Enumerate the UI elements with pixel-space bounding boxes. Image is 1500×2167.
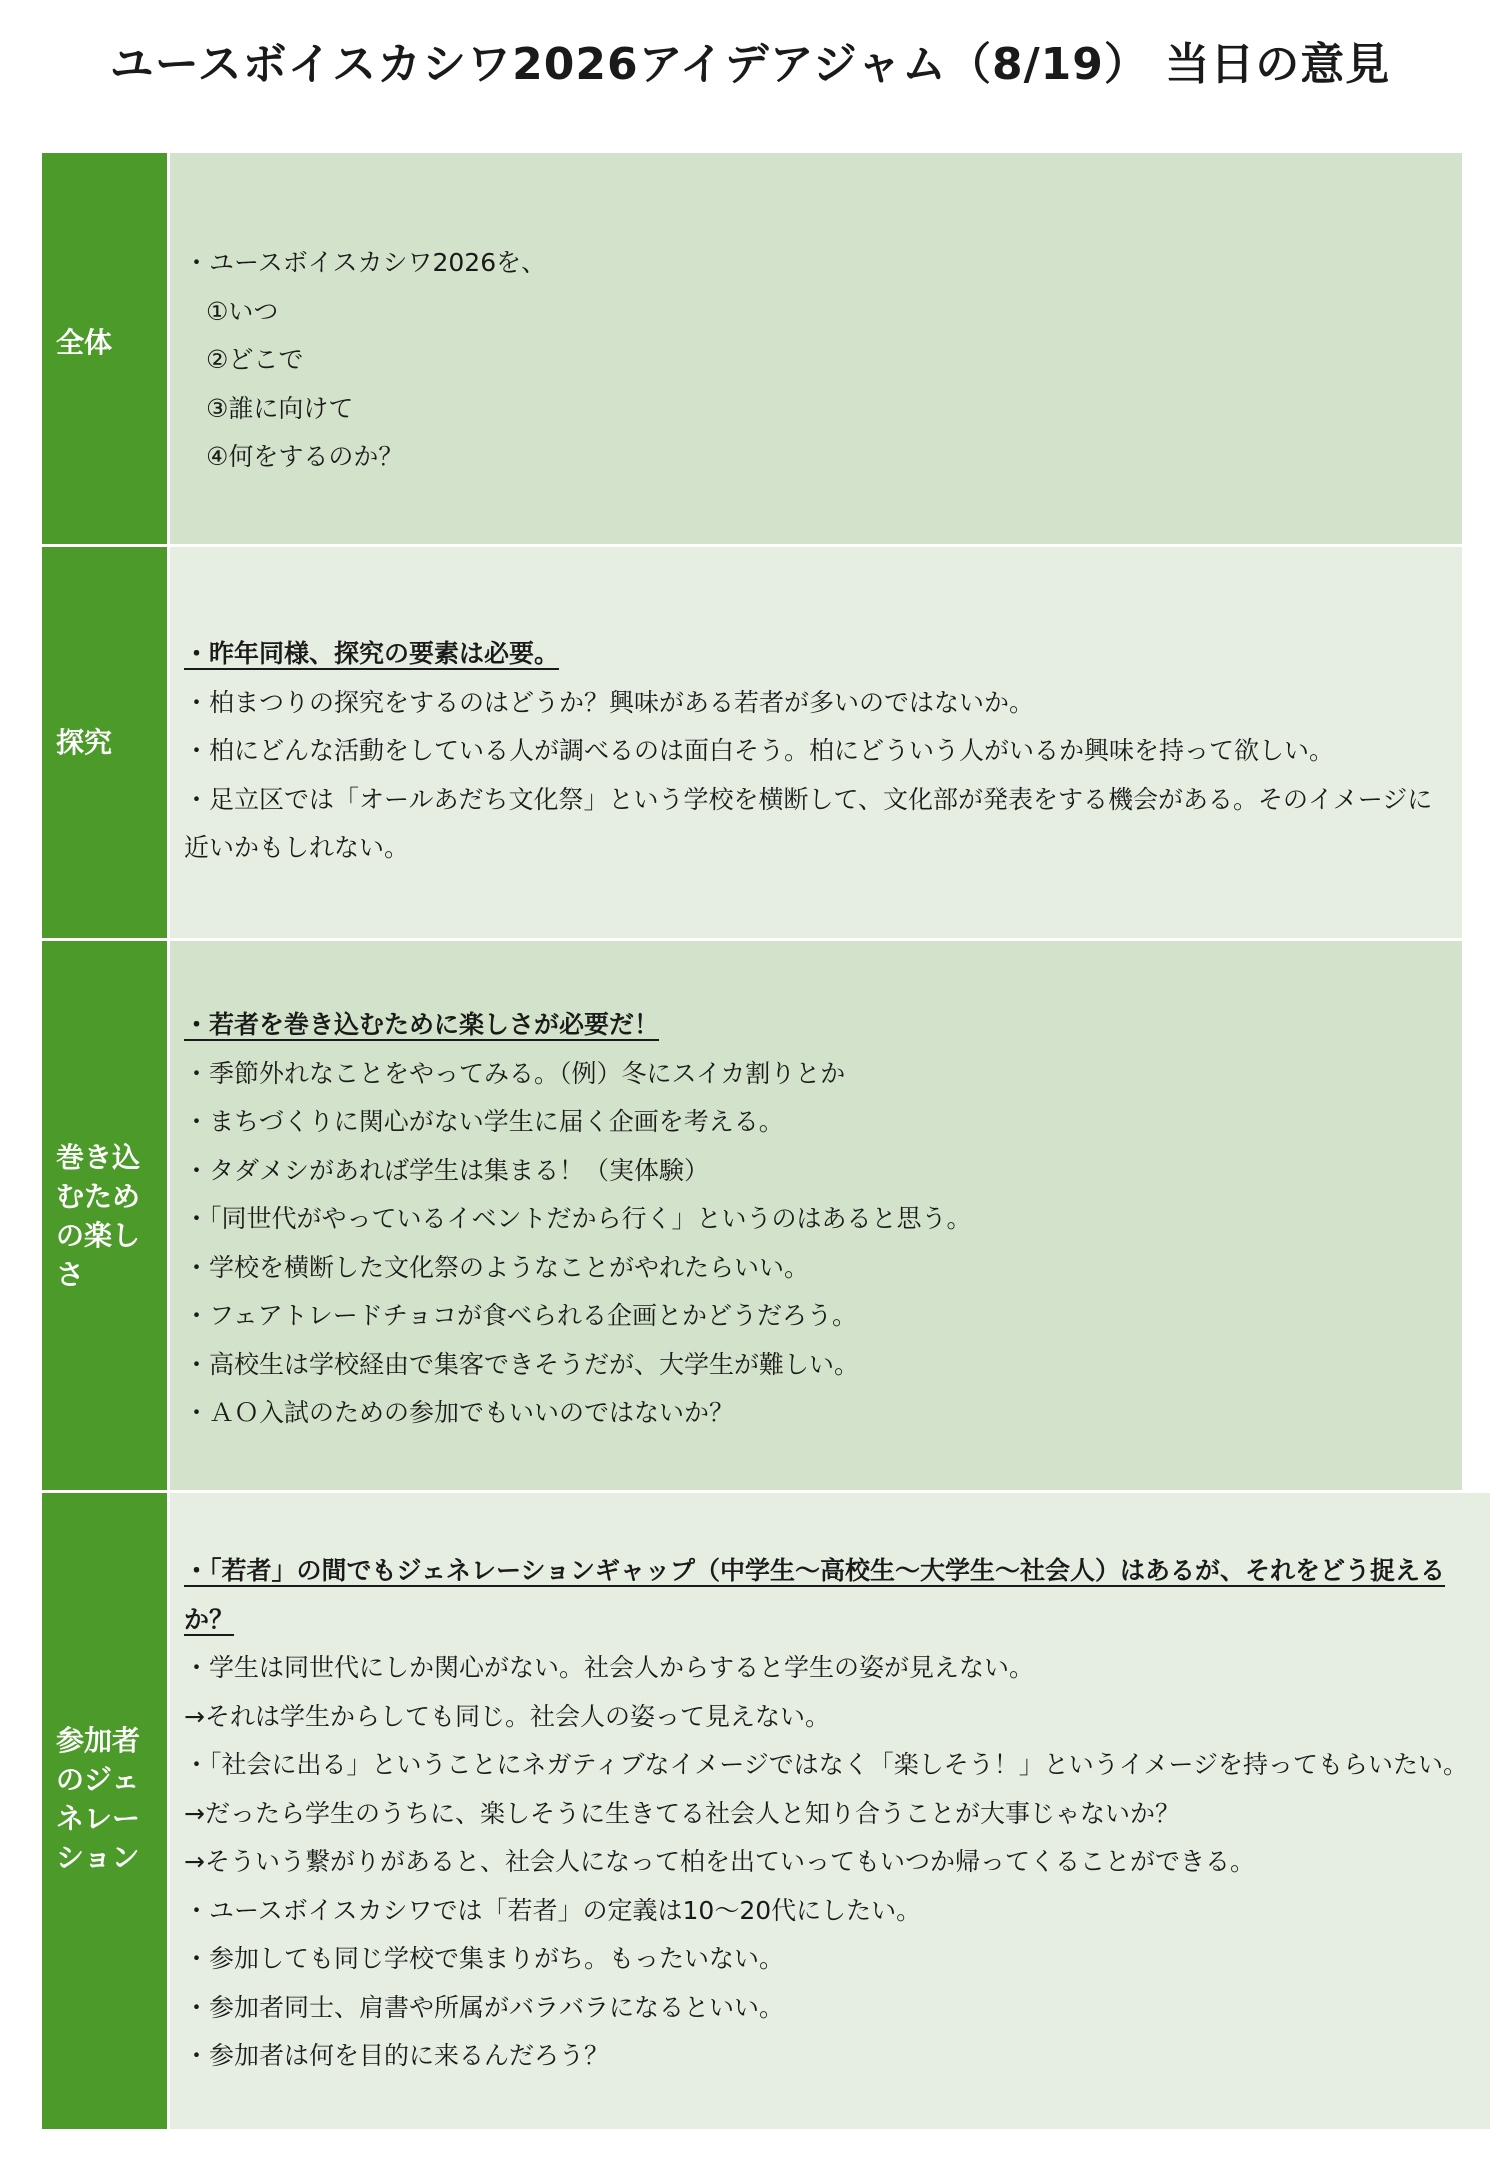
list-item: ①いつ (206, 296, 279, 326)
list-item: ・柏まつりの探究をするのはどうか？興味がある若者が多いのではないか。 (184, 687, 1035, 717)
list-item: →だったら学生のうちに、楽しそうに生きてる社会人と知り合うことが大事じゃないか？ (184, 1798, 1180, 1828)
list-item: ・参加しても同じ学校で集まりがち。もったいない。 (184, 1944, 785, 1973)
list-item: →そういう繋がりがあると、社会人になって柏を出ていってもいつか帰ってくることができる。 (184, 1847, 1255, 1876)
section-label: 探究 (42, 547, 170, 938)
section-fun (42, 941, 1462, 1493)
section-inquiry (42, 547, 1462, 941)
section-heading: ・若者を巻き込むために楽しさが必要だ！ (184, 1010, 660, 1039)
section-label: 参加者のジェネレーション (42, 1493, 170, 2129)
list-item: ・季節外れなことをやってみる。（例）冬にスイカ割りとか (184, 1058, 846, 1088)
list-item: ・参加者は何を目的に来るんだろう？ (184, 2041, 610, 2070)
list-item: ④何をするのか？ (206, 442, 404, 471)
list-item: ・フェアトレードチョコが食べられる企画とかどうだろう。 (184, 1301, 858, 1330)
list-item: ・まちづくりに関心がない学生に届く企画を考える。 (184, 1107, 784, 1136)
section-overall (42, 153, 1462, 547)
section-label: 巻き込むための楽しさ (42, 941, 170, 1490)
opinion-table (42, 153, 1469, 2129)
list-item: ・柏にどんな活動をしている人が調べるのは面白そう。柏にどういう人がいるか興味を持って欲しい。 (184, 736, 1335, 765)
section-content (170, 941, 1462, 1490)
section-heading: ・昨年同様、探究の要素は必要。 (184, 639, 560, 668)
section-content (170, 1493, 1490, 2129)
section-content (170, 547, 1462, 938)
list-item: →それは学生からしても同じ。社会人の姿って見えない。 (184, 1701, 830, 1731)
section-label: 全体 (42, 153, 170, 544)
section-generation (42, 1493, 1469, 2129)
list-item: ・参加者同士、肩書や所属がバラバラになるといい。 (184, 1992, 785, 2022)
section-heading: ・「若者」の間でもジェネレーションギャップ（中学生～高校生～大学生～社会人）はあるが、それをどう捉えるか？ (184, 1556, 1446, 1634)
list-item: ・足立区では「オールあだち文化祭」という学校を横断して、文化部が発表をする機会がある。そのイメージに近いかもしれない。 (184, 784, 1433, 862)
list-item: ・ユースボイスカシワ2026を、 (184, 248, 547, 277)
section-content (170, 153, 1462, 544)
list-item: ・学校を横断した文化祭のようなことがやれたらいい。 (184, 1252, 810, 1282)
list-item: ・ユースボイスカシワでは「若者」の定義は10～20代にしたい。 (184, 1895, 922, 1925)
page-title: ユースボイスカシワ2026アイデアジャム（8/19） 当日の意見 (109, 39, 1391, 90)
list-item: ・タダメシがあれば学生は集まる！（実体験） (184, 1155, 710, 1185)
list-item: ・ＡＯ入試のための参加でもいいのではないか？ (184, 1398, 735, 1427)
list-item: ・学生は同世代にしか関心がない。社会人からすると学生の姿が見えない。 (184, 1653, 1035, 1682)
list-item: ・「社会に出る」ということにネガティブなイメージではなく「楽しそう！」というイメージを持ってもらいたい。 (184, 1750, 1469, 1779)
list-item: ③誰に向けて (206, 393, 354, 423)
list-item: ・「同世代がやっているイベントだから行く」というのはあると思う。 (184, 1204, 972, 1233)
list-item: ・高校生は学校経由で集客できそうだが、大学生が難しい。 (184, 1349, 860, 1379)
list-item: ②どこで (206, 345, 304, 374)
